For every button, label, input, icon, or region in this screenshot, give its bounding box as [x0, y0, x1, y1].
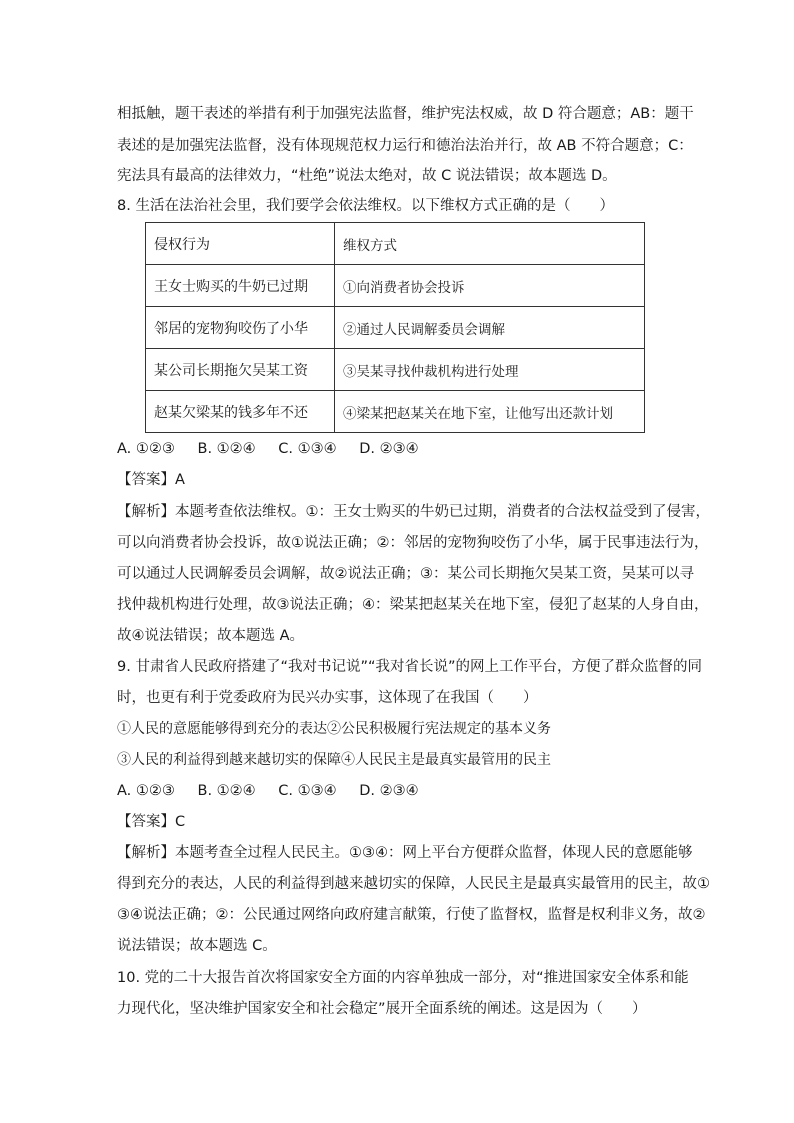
option-d: D. ②③④: [359, 441, 419, 457]
question-9-analysis-line-2: 得到充分的表达，人民的利益得到越来越切实的保障，人民民主是最真实最管用的民主，故①: [117, 876, 710, 892]
table-row: [146, 349, 645, 391]
table-row: [146, 265, 645, 307]
table-cell: ①向消费者协会投诉: [335, 265, 645, 307]
table-row: [146, 391, 645, 433]
table-header-row: [146, 223, 645, 265]
table-cell: 某公司长期拖欠吴某工资: [146, 349, 335, 391]
table-header-cell: 侵权行为: [146, 223, 335, 265]
question-9-analysis-line-1: 【解析】本题考查全过程人民民主。①③④：网上平台方便群众监督，体现人民的意愿能够: [117, 845, 693, 861]
table-cell: ②通过人民调解委员会调解: [335, 307, 645, 349]
option-c: C. ①③④: [278, 783, 337, 799]
option-a: A. ①②③: [117, 783, 175, 799]
intro-line-1: 相抵触，题干表述的举措有利于加强宪法监督，维护宪法权威，故 D 符合题意；AB：题干: [117, 106, 694, 122]
question-9-answer: 【答案】C: [117, 814, 186, 830]
question-8-answer: 【答案】A: [117, 472, 185, 488]
question-10-stem-line-1: 10. 党的二十大报告首次将国家安全方面的内容单独成一部分，对“推进国家安全体系和能: [117, 970, 689, 986]
question-9-analysis-line-3: ③④说法正确；②：公民通过网络向政府建言献策，行使了监督权，监督是权利非义务，故②: [117, 907, 706, 923]
option-d: D. ②③④: [359, 783, 419, 799]
question-9-stem-line-1: 9. 甘肃省人民政府搭建了“我对书记说”“我对省长说”的网上工作平台，方便了群众监督的同: [117, 659, 702, 675]
option-a: A. ①②③: [117, 441, 175, 457]
question-8-analysis-line-2: 可以向消费者协会投诉，故①说法正确；②：邻居的宠物狗咬伤了小华，属于民事违法行为，: [117, 535, 709, 551]
question-9-analysis-line-4: 说法错误；故本题选 C。: [117, 938, 277, 954]
table-cell: 王女士购买的牛奶已过期: [146, 265, 335, 307]
option-c: C. ①③④: [278, 441, 337, 457]
table-cell: ④梁某把赵某关在地下室，让他写出还款计划: [335, 391, 645, 433]
question-8-analysis-line-4: 找仲裁机构进行处理，故③说法正确；④：梁某把赵某关在地下室，侵犯了赵某的人身自由，: [117, 597, 709, 613]
question-9-stem-line-2: 时，也更有利于党委政府为民兴办实事，这体现了在我国（ ）: [117, 690, 538, 706]
table-row: [146, 307, 645, 349]
question-9-statement-line-2: ③人民的利益得到越来越切实的保障④人民民主是最真实最管用的民主: [117, 752, 551, 768]
question-8-stem: 8. 生活在法治社会里，我们要学会依法维权。以下维权方式正确的是（ ）: [117, 198, 614, 214]
question-10-stem-line-2: 力现代化，坚决维护国家安全和社会稳定”展开全面系统的阐述。这是因为（ ）: [117, 1001, 647, 1017]
question-8-analysis-line-5: 故④说法错误；故本题选 A。: [117, 628, 305, 644]
question-8-analysis-line-1: 【解析】本题考查依法维权。①：王女士购买的牛奶已过期，消费者的合法权益受到了侵害，: [117, 504, 710, 520]
option-b: B. ①②④: [197, 441, 256, 457]
question-8-options: [117, 439, 437, 459]
intro-line-2: 表述的是加强宪法监督，没有体现规范权力运行和德治法治并行，故 AB 不符合题意；C：: [117, 138, 693, 154]
table-cell: ③吴某寻找仲裁机构进行处理: [335, 349, 645, 391]
table-header-cell: 维权方式: [335, 223, 645, 265]
table-cell: 赵某欠梁某的钱多年不还: [146, 391, 335, 433]
question-8-analysis-line-3: 可以通过人民调解委员会调解，故②说法正确；③：某公司长期拖欠吴某工资，吴某可以寻: [117, 566, 694, 582]
question-9-options: [117, 781, 437, 801]
rights-table: [145, 222, 645, 433]
intro-line-3: 宪法具有最高的法律效力，“杜绝”说法太绝对，故 C 说法错误；故本题选 D。: [117, 168, 617, 184]
question-9-statement-line-1: ①人民的意愿能够得到充分的表达②公民积极履行宪法规定的基本义务: [117, 721, 551, 737]
table-cell: 邻居的宠物狗咬伤了小华: [146, 307, 335, 349]
option-b: B. ①②④: [197, 783, 256, 799]
